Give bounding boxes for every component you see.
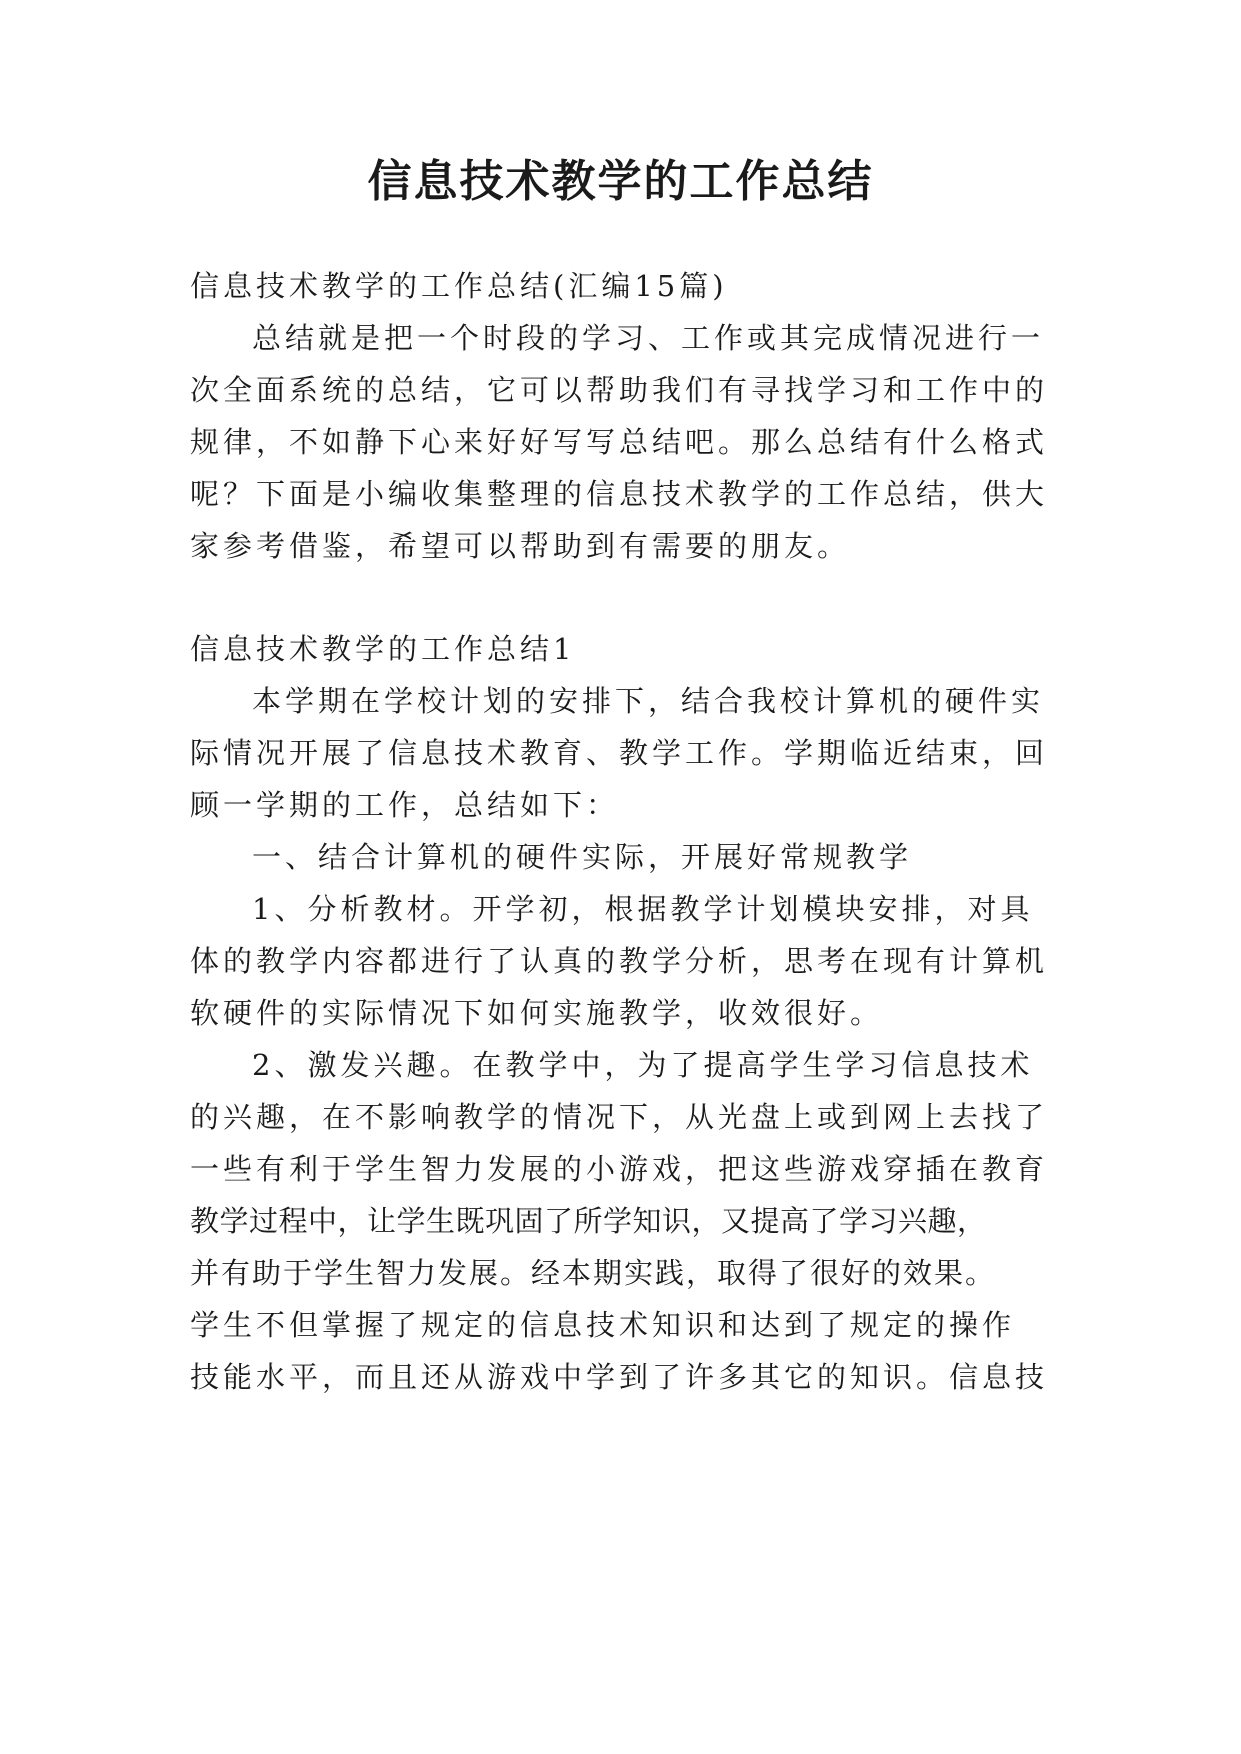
text-line: 顾一学期的工作，总结如下： bbox=[190, 788, 620, 822]
text-line: 一些有利于学生智力发展的小游戏，把这些游戏穿插在教育 bbox=[190, 1152, 1049, 1186]
text-line: 技能水平，而且还从游戏中学到了许多其它的知识。信息技 bbox=[190, 1360, 1049, 1394]
text-line: 的兴趣，在不影响教学的情况下，从光盘上或到网上去找了 bbox=[190, 1100, 1049, 1134]
text-line: 学生不但掌握了规定的信息技术知识和达到了规定的操作 bbox=[190, 1308, 1016, 1342]
text-line: 教学过程中，让学生既巩固了所学知识，又提高了学习兴趣， bbox=[190, 1204, 987, 1238]
text-line: 总结就是把一个时段的学习、工作或其完成情况进行一 bbox=[252, 321, 1045, 355]
text-line: 1、分析教材。开学初，根据教学计划模块安排，对具 bbox=[252, 892, 1034, 926]
text-line: 本学期在学校计划的安排下，结合我校计算机的硬件实 bbox=[252, 684, 1045, 718]
text-line: 际情况开展了信息技术教育、教学工作。学期临近结束，回 bbox=[190, 736, 1049, 770]
text-line: 次全面系统的总结，它可以帮助我们有寻找学习和工作中的 bbox=[190, 373, 1049, 407]
text-line: 2、激发兴趣。在教学中，为了提高学生学习信息技术 bbox=[252, 1048, 1034, 1082]
subtitle-line: 信息技术教学的工作总结(汇编15篇) bbox=[190, 269, 728, 303]
text-line: 一、结合计算机的硬件实际，开展好常规教学 bbox=[252, 840, 913, 874]
section-heading: 信息技术教学的工作总结1 bbox=[190, 632, 576, 666]
text-line: 体的教学内容都进行了认真的教学分析，思考在现有计算机 bbox=[190, 944, 1049, 978]
text-line: 规律，不如静下心来好好写写总结吧。那么总结有什么格式 bbox=[190, 425, 1049, 459]
text-line: 并有助于学生智力发展。经本期实践，取得了很好的效果。 bbox=[190, 1256, 997, 1290]
text-line: 软硬件的实际情况下如何实施教学，收效很好。 bbox=[190, 996, 884, 1030]
text-line: 家参考借鉴，希望可以帮助到有需要的朋友。 bbox=[190, 529, 851, 563]
text-line: 呢？下面是小编收集整理的信息技术教学的工作总结，供大 bbox=[190, 477, 1049, 511]
document-title: 信息技术教学的工作总结 bbox=[367, 156, 874, 207]
